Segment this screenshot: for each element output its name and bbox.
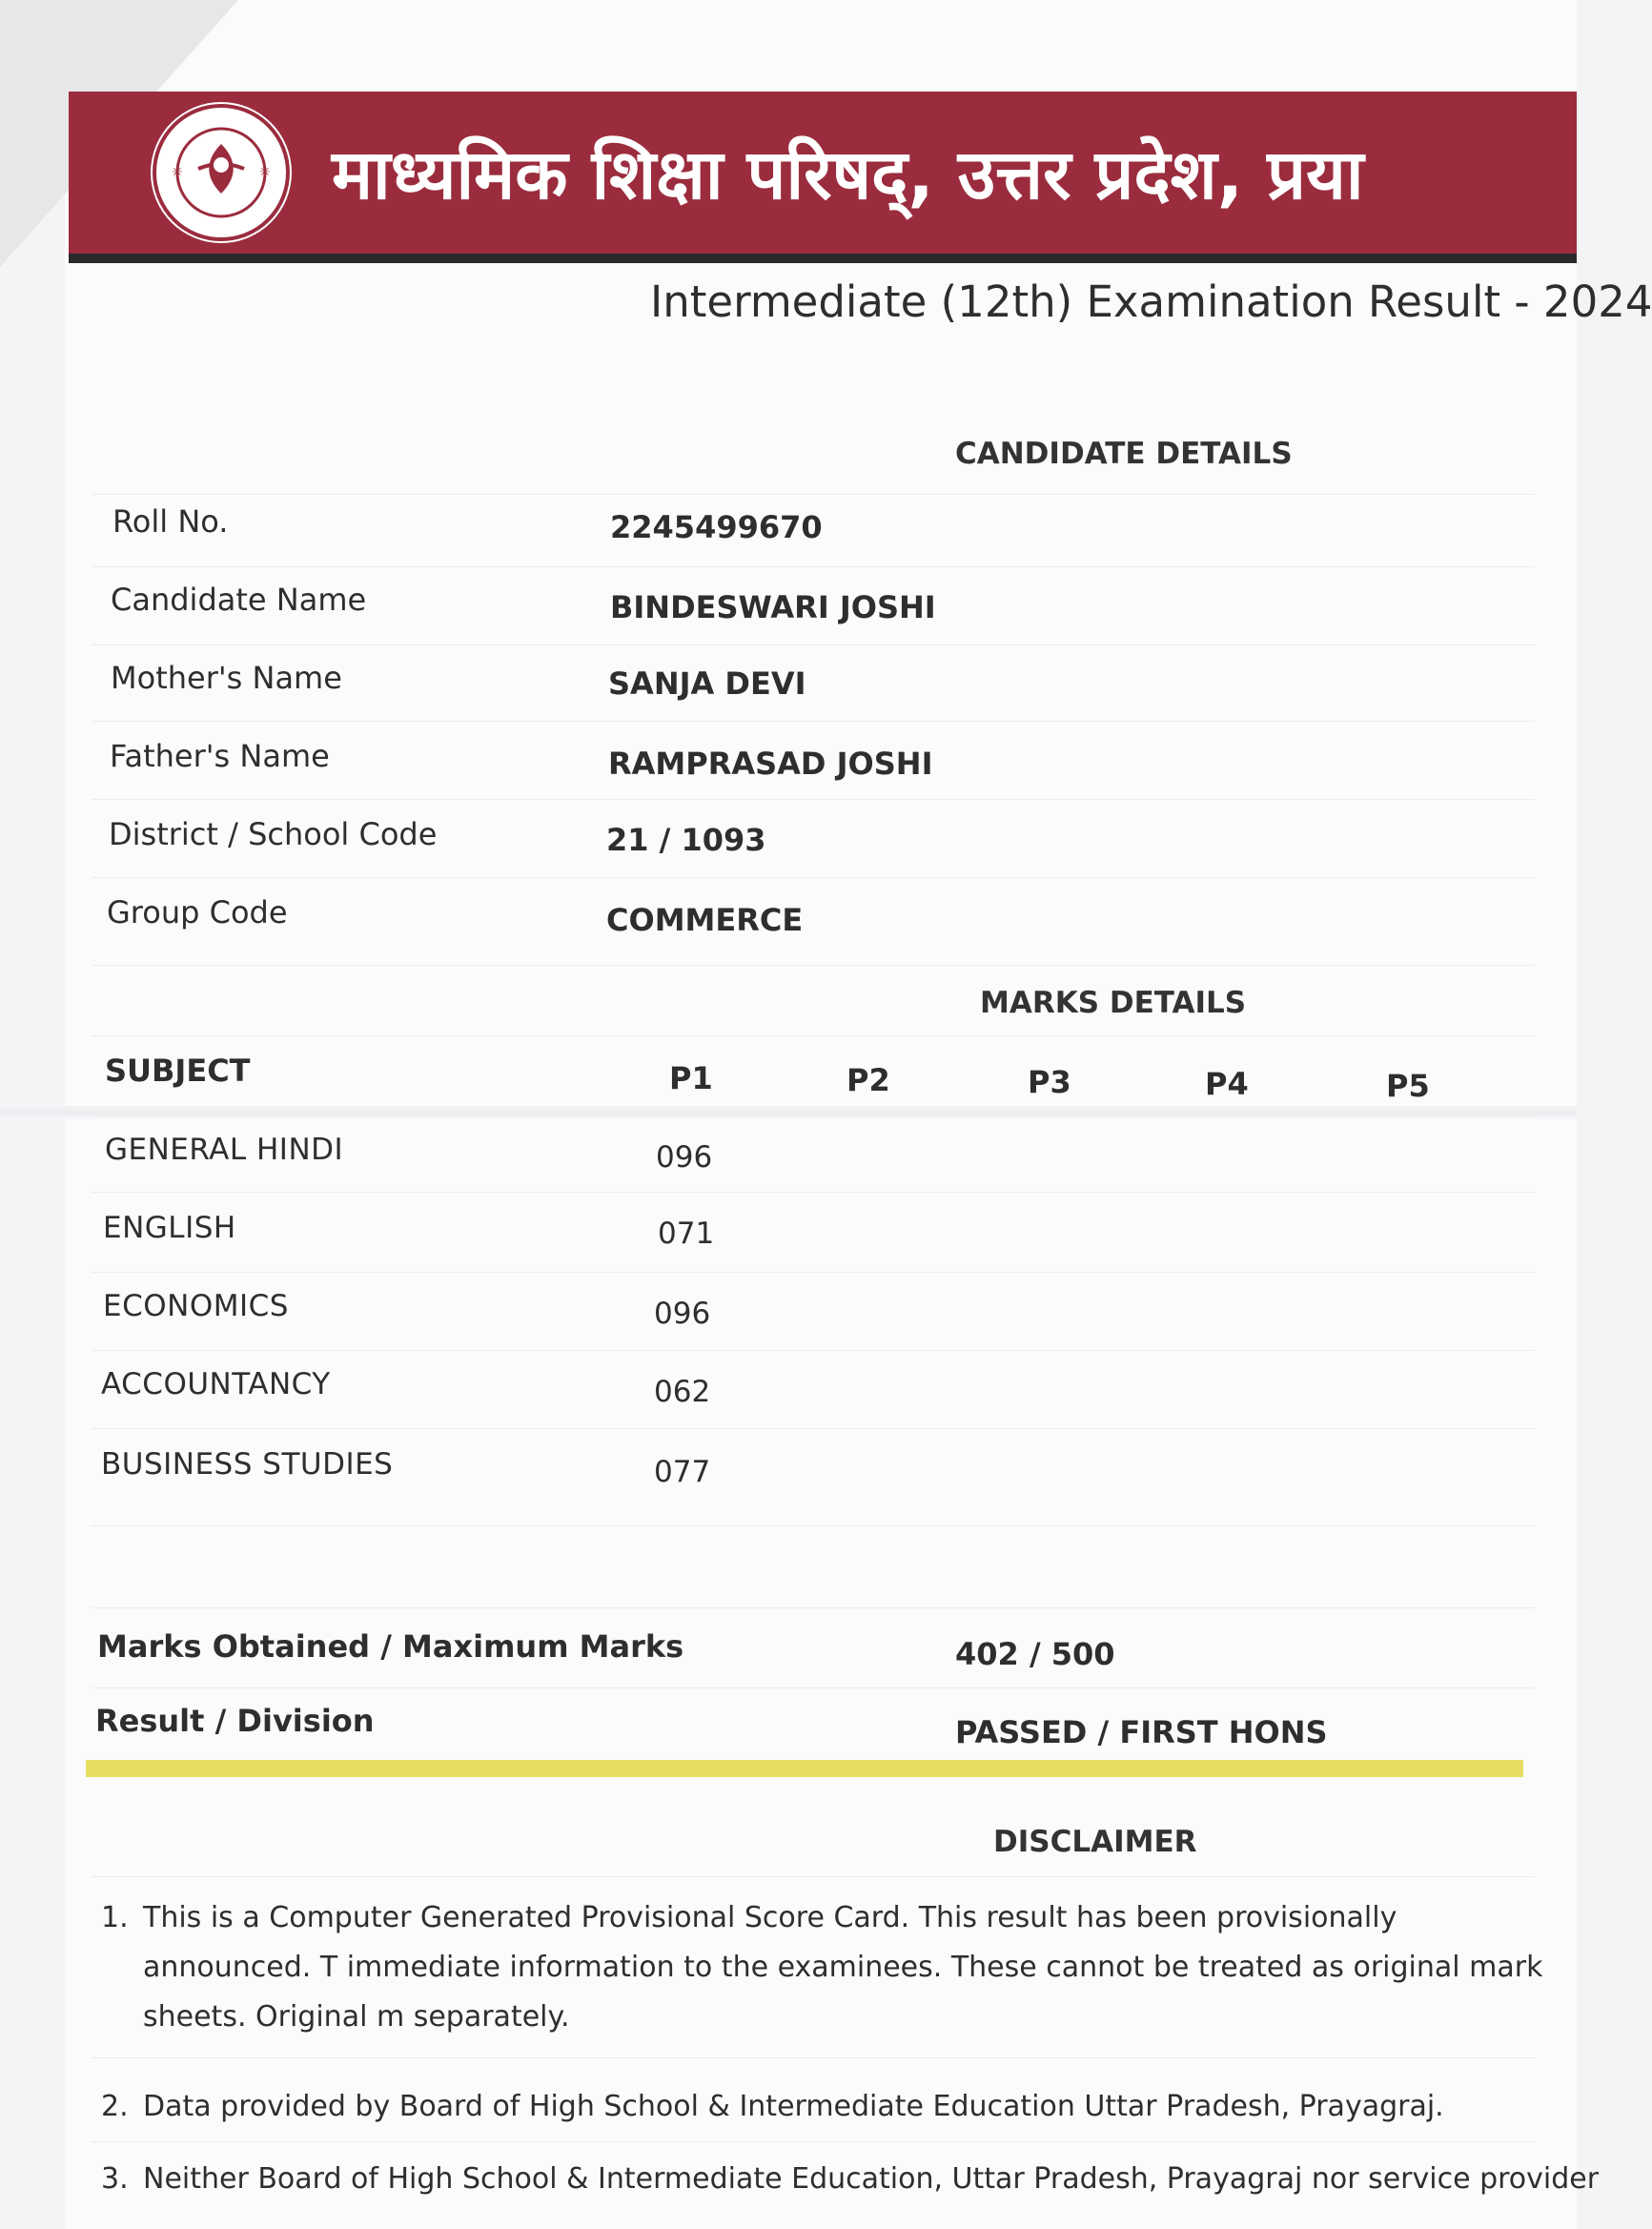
p4-column-header: P4: [1205, 1066, 1249, 1102]
disclaimer-item: [101, 2082, 1560, 2134]
disclaimer-item-number: 2.: [101, 2090, 129, 2123]
divider: [92, 1876, 1535, 1877]
divider: [92, 1035, 1535, 1036]
p3-column-header: P3: [1028, 1064, 1071, 1100]
candidate-details-heading: CANDIDATE DETAILS: [955, 437, 1293, 471]
subject-p1-mark: 062: [654, 1375, 711, 1409]
divider: [92, 799, 1535, 800]
svg-text:✳: ✳: [259, 165, 271, 180]
result-division-label: Result / Division: [95, 1703, 375, 1739]
divider: [92, 877, 1535, 878]
disclaimer-heading: DISCLAIMER: [993, 1825, 1197, 1859]
subject-p1-mark: 096: [656, 1140, 713, 1175]
divider: [92, 2141, 1535, 2142]
subject-p1-mark: 096: [654, 1297, 711, 1331]
candidate-name-label: Candidate Name: [111, 582, 367, 618]
marks-obtained-value: 402 / 500: [955, 1636, 1115, 1672]
mothers-name-label: Mother's Name: [111, 660, 342, 696]
subject-p1-mark: 071: [658, 1217, 715, 1251]
p1-column-header: P1: [669, 1060, 713, 1096]
highlight-bar: [86, 1760, 1523, 1777]
exam-title: Intermediate (12th) Examination Result - 2024: [650, 276, 1652, 327]
divider: [92, 1115, 1535, 1116]
group-code-label: Group Code: [107, 894, 288, 930]
roll-no-value: 2245499670: [610, 509, 823, 545]
district-school-code-label: District / School Code: [109, 816, 438, 852]
subject-p1-mark: 077: [654, 1455, 711, 1489]
divider: [92, 1428, 1535, 1429]
subject-column-header: SUBJECT: [105, 1053, 251, 1089]
district-school-code-value: 21 / 1093: [606, 822, 766, 858]
roll-no-label: Roll No.: [112, 503, 229, 540]
candidate-name-value: BINDESWARI JOSHI: [610, 589, 936, 625]
disclaimer-item: [101, 1893, 1560, 2046]
divider: [92, 1272, 1535, 1273]
subject-name: ENGLISH: [103, 1211, 236, 1245]
marks-details-heading: MARKS DETAILS: [980, 986, 1247, 1020]
fathers-name-value: RAMPRASAD JOSHI: [608, 746, 933, 782]
divider: [92, 1350, 1535, 1351]
fathers-name-label: Father's Name: [110, 738, 330, 774]
disclaimer-item-text: Data provided by Board of High School & Intermediate Education Uttar Pradesh, Prayagraj.: [143, 2090, 1444, 2123]
result-division-value: PASSED / FIRST HONS: [955, 1714, 1328, 1750]
group-code-value: COMMERCE: [606, 902, 804, 938]
subject-name: GENERAL HINDI: [105, 1133, 344, 1167]
divider: [92, 644, 1535, 645]
p5-column-header: P5: [1386, 1068, 1430, 1104]
disclaimer-item-number: 3.: [101, 2162, 129, 2196]
disclaimer-item-text: Neither Board of High School & Intermediate Education, Uttar Pradesh, Prayagraj nor service provider: [143, 2162, 1600, 2196]
divider: [92, 1687, 1535, 1688]
svg-text:✳: ✳: [172, 165, 183, 180]
divider: [92, 1525, 1535, 1526]
divider: [92, 1607, 1535, 1608]
board-title: माध्यमिक शिक्षा परिषद्, उत्तर प्रदेश, प्रया: [332, 134, 1364, 215]
disclaimer-item-number: 1.: [101, 1901, 129, 1934]
divider: [92, 494, 1535, 495]
header-band: [69, 92, 1577, 263]
board-logo-icon: [151, 102, 292, 243]
divider: [92, 965, 1535, 966]
subject-name: ACCOUNTANCY: [101, 1367, 331, 1401]
divider: [92, 1192, 1535, 1193]
divider: [92, 566, 1535, 567]
mothers-name-value: SANJA DEVI: [608, 665, 806, 702]
subject-name: ECONOMICS: [103, 1289, 289, 1323]
disclaimer-item-text: This is a Computer Generated Provisional Score Card. This result has been provisionally announced. T immediate information to the examinees. These cannot be treated as original mark sheets. Original m separately.: [143, 1901, 1543, 2034]
divider: [92, 721, 1535, 722]
subject-name: BUSINESS STUDIES: [101, 1447, 394, 1482]
divider: [92, 2057, 1535, 2058]
marks-obtained-label: Marks Obtained / Maximum Marks: [97, 1628, 684, 1665]
paper-crease: [0, 1106, 1577, 1119]
disclaimer-item: [101, 2155, 1600, 2206]
p2-column-header: P2: [846, 1062, 890, 1098]
